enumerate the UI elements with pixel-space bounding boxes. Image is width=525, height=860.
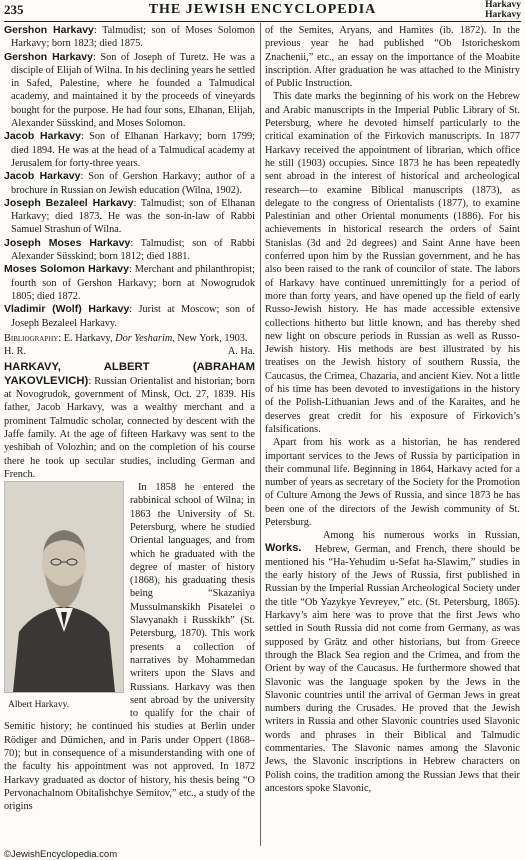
entry xyxy=(4,237,255,264)
guide-word-2: Harkavy xyxy=(485,10,521,20)
entry-text: : Talmudist; son of Rabbi Alexander Süsskind; born 1812; died 1881. xyxy=(11,237,255,263)
article-paragraph: Among his numerous works in Russian, Hebrew, German, and French, there should be mentioned his “Ha-Yehudim u-Sefat ha-Slawim,” studies in the early history of the Jews of Russia, first published in Russian by the Imperial Russian Archeological Society under the title “Ob Yazykye Yevreyev,” etc. (St. Petersburg, 1865). Harkavy’s aim here was to prove that the first Jews who settled in South Russia did not come from Germany, as was supposed by Grätz and other historians, but from Greece through the Black Sea region and the Crimea, and from the Orient by way of the Caucasus. He furthermore showed that Slavonic was the language spoken by the Jews in the Slavonic countries until the arrival of German Jews in great numbers during the Crusades. He proved that the Jewish writers in Russia and other Slavonic countries used Slavonic words and phrases in their Biblical and Talmudic commentaries. The Slavonic names among the Slavonic Jews, the Slavonic inscriptions in Hebrew characters on Polish coins, the tradition among the Russian Jews that their ancestors spoke Slavonic, xyxy=(265,530,520,794)
entry-headword: Jacob Harkavy xyxy=(4,170,81,183)
entry-headword: Moses Solomon Harkavy xyxy=(4,263,129,276)
copyright-footer: ©JewishEncyclopedia.com xyxy=(4,849,118,860)
bibliography: Bibliography: E. Harkavy, Dor Yesharim, New York, 1903. xyxy=(4,332,248,344)
article-headword: HARKAVY, ALBERT (ABRAHAM YAKOVLEVICH) xyxy=(4,361,255,387)
running-guide xyxy=(485,0,521,20)
entry-headword: Gershon Harkavy xyxy=(4,50,93,63)
article-intro: HARKAVY, ALBERT (ABRAHAM YAKOVLEVICH): Russian Orientalist and historian; born at Novogrudok, government of Minsk, Oct. 27, 1839. His father, Jacob Harkavy, was a wealthy merchant and a prominent Talmudic scholar, connected by descent with the Jaffe family. At the age of fifteen Harkavy was sent to the yeshibah of Volozhin; and on the completion of his course there he took up secular studies, including German and French. xyxy=(4,361,255,480)
article-paragraph: In 1858 he entered the rabbinical school of Wilna; in 1863 the University of St. Petersburg, where he studied Oriental languages, and from which he graduated with the degree of master of history (1868), his graduating thesis being “Skazaniya Mussulmanskikh Pisatelei o Slavyanakh i Russkikh” (St. Petersburg, 1870). This work presents a collection of narratives by Mohammedan writers upon the Slavs and Russians. Harkavy was then sent abroad by the university to qualify for the chair of Semitic history; he continued his studies at Berlin under Rödiger and Dümichen, and in Paris under Oppert (1868–70); but in consequence of a misunderstanding with one of the faculty his appointment was not approved. In 1872 Harkavy graduated as doctor of history, his thesis being “O Pervonachalnom Obitalishchye Semitov,” etc., a study of the origins xyxy=(4,482,255,813)
portrait-caption: Albert Harkavy. xyxy=(8,700,70,711)
bibliography-label: Bibliography xyxy=(4,332,59,344)
entry-text: : Son of Elhanan Harkavy; born 1799; died 1894. He was at the head of a Talmudical academy at Jerusalem for forty-three years. xyxy=(11,131,255,169)
entry-headword: Gershon Harkavy xyxy=(4,24,94,36)
entry-text: : Jurist at Moscow; son of Joseph Bezaleel Harkavy. xyxy=(11,304,255,329)
entry xyxy=(4,24,255,51)
article-paragraph: Apart from his work as a historian, he has rendered important services to the Jews of Russia by participation in their communal life. Beginning in 1864, Harkavy acted for a number of years as secretary of the Society for the Promotion of Culture Among the Jews of Russia, and since 1873 he has been one of the directors of the Jewish community of St. Petersburg. xyxy=(265,437,520,528)
entry-headword: Joseph Bezaleel Harkavy xyxy=(4,196,134,209)
entry-text: : Talmudist; son of Moses Solomon Harkavy; born 1823; died 1875. xyxy=(11,25,255,50)
entry xyxy=(4,197,255,237)
entry-text: : Son of Joseph of Turetz. He was a disciple of Elijah of Wilna. In his declining years he settled in Safed, Palestine, where he founded a Talmudical academy, and maintained it by the proceeds of vineyards bought for the purpose. He had four sons, Elhanan, Elijah, Alexander Süsskind, and Moses Solomon. xyxy=(11,51,255,130)
works-subheading: Works. xyxy=(265,542,302,555)
entry xyxy=(4,130,255,170)
entry xyxy=(4,303,255,330)
portrait-figure xyxy=(4,481,124,717)
page-title: THE JEWISH ENCYCLOPEDIA xyxy=(148,2,377,17)
right-column xyxy=(265,24,520,846)
page-header xyxy=(4,0,521,22)
entry xyxy=(4,170,255,197)
entry-headword: Jacob Harkavy xyxy=(4,130,81,143)
signature-right: A. Ha. xyxy=(227,346,255,358)
header-rule xyxy=(4,21,521,22)
guide-word-1: Harkavy xyxy=(485,0,521,10)
portrait-image xyxy=(5,482,123,692)
signatures xyxy=(4,345,255,358)
portrait-photo xyxy=(4,481,124,693)
signature-left: H. R. xyxy=(4,346,27,358)
article-paragraph: of the Semites, Aryans, and Hamites (ib. 1872). In the previous year he had published “Ob Istoricheskom Znachenii,” etc., an essay on the importance of the Moabite inscription. After graduation he was attached to the Ministry of Public Instruction. xyxy=(265,25,520,90)
bibliography-title: Dor Yesharim xyxy=(115,332,173,344)
entry-headword: Joseph Moses Harkavy xyxy=(4,236,131,249)
left-column xyxy=(4,24,255,846)
article-paragraph: This date marks the beginning of his work on the Hebrew and Arabic manuscripts in the Imperial Public Library of St. Petersburg, where he devoted himself particularly to the critical examination of the Firkovich manuscripts. In 1877 Harkavy received the appointment of librarian, which office he still (1903) occupies. Since 1873 he has been repeatedly sent abroad in the interest of historical and archeological research—to examine Biblical manuscripts (1873), as delegate to the congress of Orientalists (1877), to examine Palestinian and other Oriental monuments (1886). For his achievements in historical research the orders of Saint Stanislas (3d and 2d degrees) and Saint Anne have been conferred upon him by the Russian government, and he has also been raised to the rank of councilor of state. The labors of Harkavy have continued unremittingly for a period of more than forty years, and have opened up the field of early Russo-Jewish history. He has made accessible extensive collections hitherto but little known, and has thereby shed new light on obscure periods in Russian as well as Russo-Jewish history. His methods are best illustrated by his treatises on the Jewish history of southern Russia, the Caucasus, the Crimea, Chazaria, and ancient Kiev. Not a little of his time has been devoted to investigations in the history of the Polish-Lithuanian Jews and of the Karaites, and he deserves great credit for his exposure of Firkovich’s falsifications. xyxy=(265,91,520,435)
entry-headword: Vladimir (Wolf) Harkavy xyxy=(4,303,130,316)
page-number: 235 xyxy=(4,2,24,17)
entry-text: : Son of Gershon Harkavy; author of a brochure in Russian on Jewish education (Wilna, 1902). xyxy=(11,171,255,196)
entry xyxy=(4,263,255,303)
entry xyxy=(4,51,255,131)
entry-text: : Merchant and philanthropist; fourth son of Gershon Harkavy; born at Nowogrudok 1805; died 1872. xyxy=(11,264,255,302)
column-divider xyxy=(260,23,261,846)
entry-text: : Talmudist; son of Elhanan Harkavy; died 1873. He was the son-in-law of Rabbi Samuel Strashun of Wilna. xyxy=(11,197,255,236)
